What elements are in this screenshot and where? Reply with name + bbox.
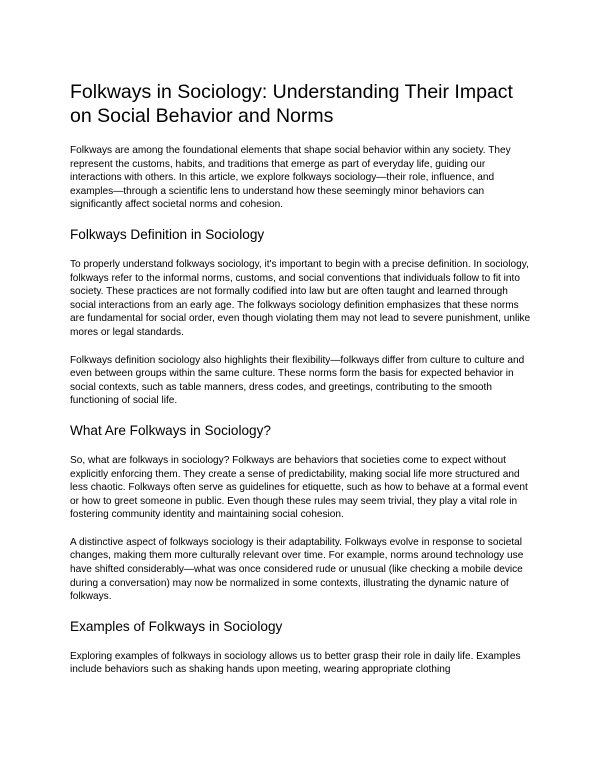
definition-paragraph-1: To properly understand folkways sociology, it's important to begin with a precise definition. In sociology, folkways refer to the informal norms, customs, and social conventions that individuals follow to fit into society. These practices are not formally codified into law but are often taught and learned through social interactions from an early age. The folkways sociology definition emphasizes that these norms are fundamental for social order, even though violating them may not lead to severe punishment, unlike mores or legal standards. <box>70 258 531 338</box>
what-are-paragraph-1: So, what are folkways in sociology? Folkways are behaviors that societies come to expect without explicitly enforcing them. They create a sense of predictability, making social life more structured and less chaotic. Folkways often serve as guidelines for etiquette, such as how to behave at a formal event or how to greet someone in public. Even though these rules may seem trivial, they play a vital role in fostering community identity and maintaining social cohesion. <box>70 454 528 521</box>
document-title: Folkways in Sociology: Understanding Their Impact on Social Behavior and Norms <box>70 81 513 127</box>
document-page <box>70 80 532 691</box>
definition-paragraph-2: Folkways definition sociology also highlights their flexibility—folkways differ from culture to culture and even between groups within the same culture. These norms form the basis for expected behavior in social contexts, such as table manners, dress codes, and greetings, contributing to the smooth functioning of social life. <box>70 354 525 407</box>
intro-paragraph: Folkways are among the foundational elements that shape social behavior within any society. They represent the customs, habits, and traditions that emerge as part of everyday life, guiding our interactions with others. In this article, we explore folkways sociology—their role, influence, and examples—through a scientific lens to understand how these seemingly minor behaviors can significantly affect societal norms and cohesion. <box>70 145 511 211</box>
examples-paragraph-1: Exploring examples of folkways in sociology allows us to better grasp their role in daily life. Examples include behaviors such as shaking hands upon meeting, wearing appropriate clothing <box>70 650 521 676</box>
section-heading-definition: Folkways Definition in Sociology <box>70 226 265 242</box>
section-heading-examples: Examples of Folkways in Sociology <box>70 618 283 634</box>
what-are-paragraph-2: A distinctive aspect of folkways sociology is their adaptability. Folkways evolve in response to societal changes, making them more culturally relevant over time. For example, norms around technology use have shifted considerably—what was once considered rude or unusual (like checking a mobile device during a conversation) may now be normalized in some contexts, illustrating the dynamic nature of folkways. <box>70 536 524 603</box>
section-heading-what-are: What Are Folkways in Sociology? <box>70 422 271 438</box>
